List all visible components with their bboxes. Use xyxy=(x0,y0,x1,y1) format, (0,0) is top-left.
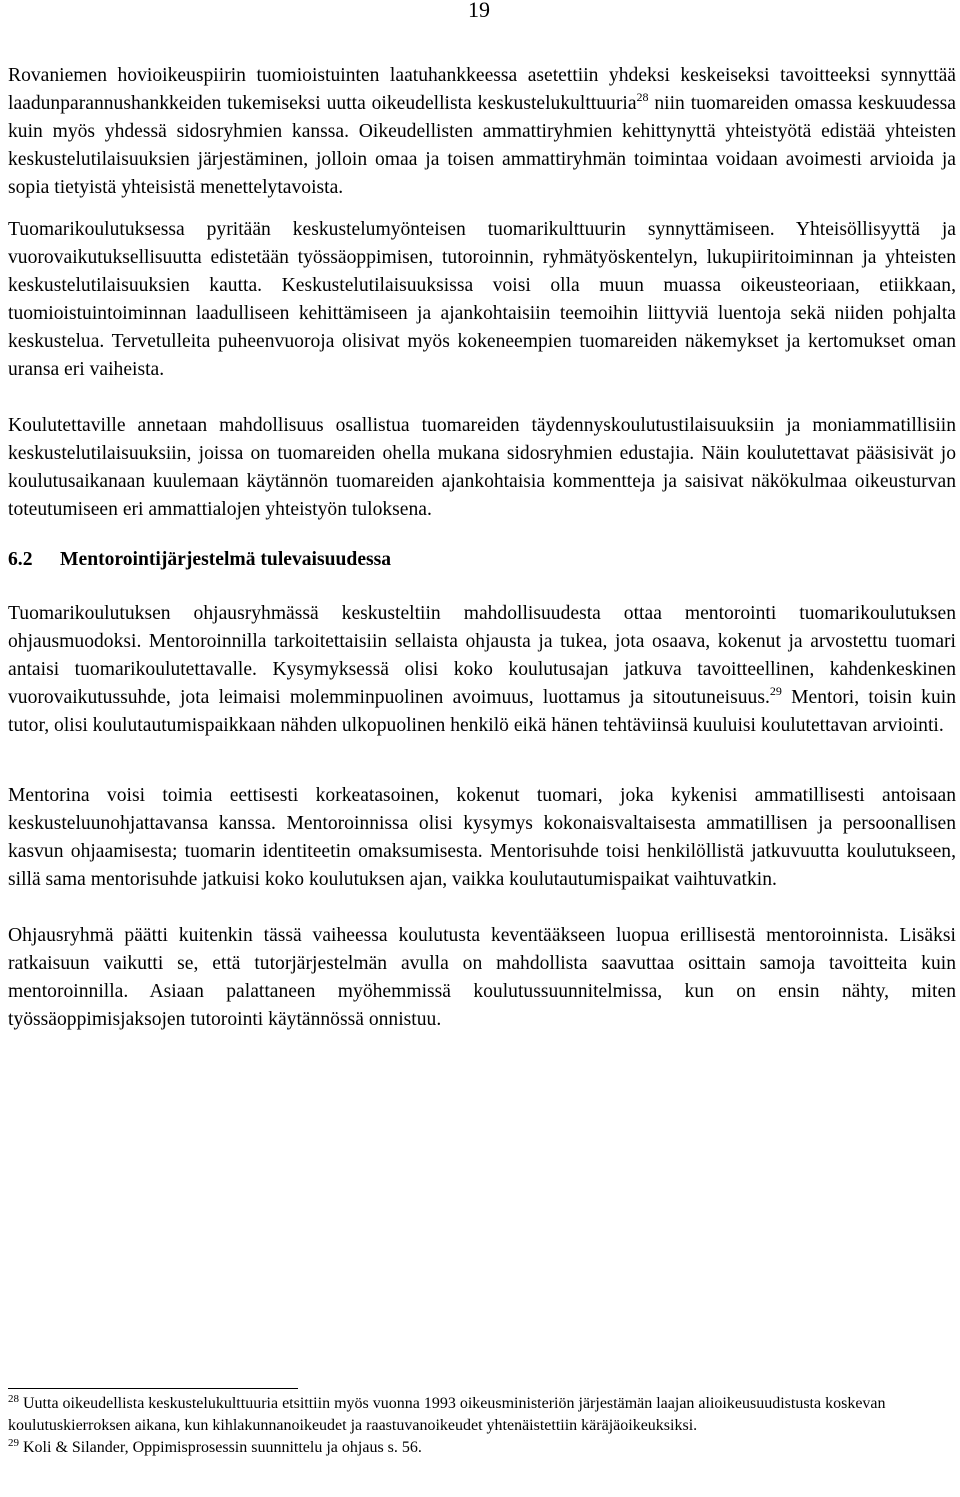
footnote-reference: 28 xyxy=(636,90,649,104)
paragraph-text: Tuomarikoulutuksen ohjausryhmässä keskusteltiin mahdollisuudesta ottaa mentorointi tuomarikoulutuksen ohjausmuodoksi. Mentoroinnilla tarkoitettaisiin sellaista ohjausta ja tukea, jota osaava, kokenut ja arvostettu tuomari antaisi tuomarikoulutettavalle. Kysymyksessä olisi koko koulutusajan jatkuva tavoitteellinen, kahdenkeskinen vuorovaikutussuhde, jota leimaisi molemminpuolinen avoimuus, luottamus ja sitoutuneisuus. xyxy=(8,603,956,708)
paragraph-text: Rovaniemen hovioikeuspiirin tuomioistuinten laatuhankkeessa asetettiin yhdeksi keskeiseksi tavoitteeksi synnyttää laadunparannushankkeiden tukemiseksi uutta oikeudellista keskustelukulttuuria xyxy=(8,65,956,114)
footnote-28 xyxy=(8,1393,956,1437)
section-number: 6.2 xyxy=(8,549,33,570)
footnote-text: Uutta oikeudellista keskustelukulttuuria etsittiin myös vuonna 1993 oikeusministeriön järjestämän laajan alioikeusuudistusta koskevan koulutuskierroksen aikana, kun kihlakunnanoikeudet ja raastuvanoikeudet yhtenäistettiin käräjäoikeuksiksi. xyxy=(8,1395,886,1434)
paragraph-text: niin tuomareiden omassa keskuudessa kuin myös yhdessä sidosryhmien kanssa. Oikeudellisten ammattiryhmien kehittynyttä yhteistyötä edistää yhteisten keskustelutilaisuuksien järjestäminen, jolloin omaa ja toisen ammattiryhmän toimintaa voidaan avoimesti arvioida ja sopia tietyistä yhteisistä menettelytavoista. xyxy=(8,93,956,198)
section-title: Mentorointijärjestelmä tulevaisuudessa xyxy=(60,549,392,570)
footnote-number: 28 xyxy=(8,1393,19,1405)
page-number: 19 xyxy=(468,0,490,22)
paragraph-2: Tuomarikoulutuksessa pyritään keskustelumyönteisen tuomarikulttuurin synnyttämiseen. Yhteisöllisyyttä ja vuorovaikutuksellisuutta edistetään työssäoppimisen, tutoroinnin, ryhmätyöskentelyn, lukupiiritoiminnan ja yhteisten keskustelutilaisuuksien kautta. Keskustelutilaisuuksissa voisi olla muun muassa oikeusteoriaan, etiikkaan, tuomioistuintoiminnan laadulliseen kehittämiseen ja ajankohtaisiin teemoihin liittyviä luentoja sekä niiden pohjalta keskustelua. Tervetulleita puheenvuoroja olisivat myös kokeneempien tuomareiden näkemykset ja kertomukset oman uransa eri vaiheista. xyxy=(8,219,956,380)
paragraph-3: Koulutettaville annetaan mahdollisuus osallistua tuomareiden täydennyskoulutustilaisuuksiin ja moniammatillisiin keskustelutilaisuuksiin, joissa on tuomareiden ohella mukana sidosryhmien edustajia. Näin koulutettavat pääsisivät jo koulutusaikanaan kuulemaan käytännön tuomareiden ajankohtaisia kommentteja ja saisivat näkökulmaa oikeusturvan toteutumiseen eri ammattialojen yhteistyön tuloksena. xyxy=(8,415,956,520)
paragraph-6: Ohjausryhmä päätti kuitenkin tässä vaiheessa koulutusta keventääkseen luopua erillisestä mentoroinnista. Lisäksi ratkaisuun vaikutti se, että tutorjärjestelmän avulla on mahdollista saavuttaa osittain samoja tavoitteita kuin mentoroinnilla. Asiaan palattaneen myöhemmissä koulutussuunnitelmissa, kun on ensin nähty, miten työssäoppimisjaksojen tutorointi käytännössä onnistuu. xyxy=(8,925,956,1030)
footnote-separator xyxy=(8,1388,298,1389)
footnote-reference: 29 xyxy=(769,684,782,698)
paragraph-1 xyxy=(8,62,956,202)
section-heading xyxy=(8,546,956,574)
footnote-29 xyxy=(8,1437,956,1459)
paragraph-4 xyxy=(8,600,956,740)
footnote-text: Koli & Silander, Oppimisprosessin suunnittelu ja ohjaus s. 56. xyxy=(23,1439,422,1456)
paragraph-text: Mentori, toisin kuin tutor, olisi koulutautumispaikkaan nähden ulkopuolinen henkilö eikä hänen tehtäviinsä kuuluisi koulutettavan arviointi. xyxy=(8,687,956,736)
document-body xyxy=(8,62,956,1034)
footnotes xyxy=(8,1388,956,1459)
paragraph-5: Mentorina voisi toimia eettisesti korkeatasoinen, kokenut tuomari, joka kykenisi ammatillisesti antoisaan keskusteluunohjattavansa kanssa. Mentoroinnissa olisi kysymys kokonaisvaltaisesta ammatillisen ja persoonallisen kasvun ohjaamisesta; tuomarin identiteetin omaksumisesta. Mentorisuhde toisi henkilöllistä jatkuvuutta koulutukseen, sillä sama mentorisuhde jatkuisi koko koulutuksen ajan, vaikka koulutautumispaikat vaihtuvatkin. xyxy=(8,785,956,890)
footnote-number: 29 xyxy=(8,1437,19,1449)
